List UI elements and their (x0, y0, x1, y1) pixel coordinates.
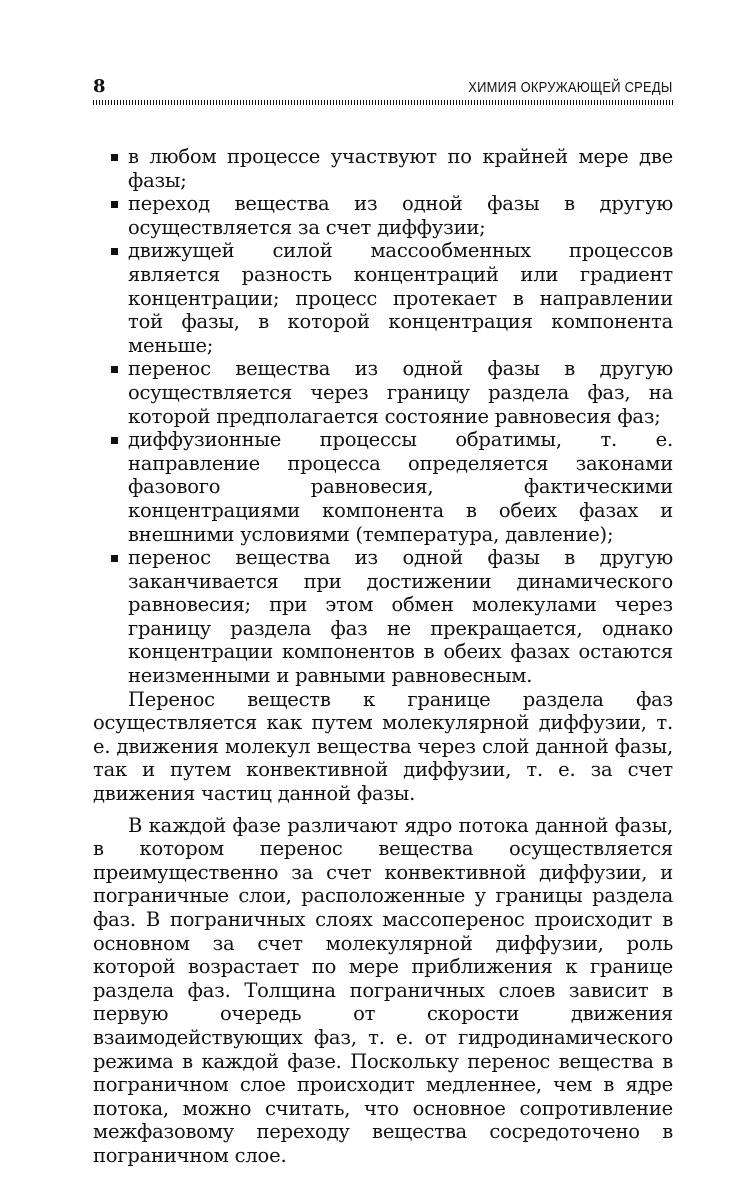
list-item-text: перенос вещества из одной фазы в другую осуществляется через границу раздела фаз, на которой предполагается состояние равновесия фаз; (128, 357, 673, 428)
square-bullet-icon (111, 555, 118, 562)
body-text (93, 145, 673, 1168)
square-bullet-icon (111, 201, 118, 208)
list-item-text: в любом процессе участвуют по крайней мере две фазы; (128, 145, 673, 192)
list-item (93, 239, 673, 357)
list-item (93, 428, 673, 546)
square-bullet-icon (111, 437, 118, 444)
list-item (93, 192, 673, 239)
header-rule (93, 100, 673, 105)
book-title: ХИМИЯ ОКРУЖАЮЩЕЙ СРЕДЫ (468, 79, 673, 96)
paragraph: В каждой фазе различают ядро потока данной фазы, в котором перенос вещества осуществляется преимущественно за счет конвективной диффузии, и пограничные слои, расположенные у границы раздела фаз. В пограничных слоях массоперенос происходит в основном за счет молекулярной диффузии, роль которой возрастает по мере приближения к границе раздела фаз. Толщина пограничных слоев зависит в первую очередь от скорости движения взаимодействующих фаз, т. е. от гидродинамического режима в каждой фазе. Поскольку перенос вещества в пограничном слое происходит медленнее, чем в ядре потока, можно считать, что основное сопротивление межфазовому переходу вещества сосредоточено в пограничном слое. (93, 813, 673, 1167)
square-bullet-icon (111, 154, 118, 161)
paragraph: Перенос веществ к границе раздела фаз осуществляется как путем молекулярной диффузии, т. е. движения молекул вещества через слой данной фазы, так и путем конвективной диффузии, т. е. за счет движения частиц данной фазы. (93, 687, 673, 806)
square-bullet-icon (111, 366, 118, 373)
book-page (93, 76, 673, 1168)
page-number: 8 (93, 76, 106, 97)
square-bullet-icon (111, 248, 118, 255)
list-item-text: переход вещества из одной фазы в другую осуществляется за счет диффузии; (128, 192, 673, 239)
list-item (93, 145, 673, 192)
list-item (93, 546, 673, 688)
list-item-text: движущей силой массообменных процессов является разность концентраций или градиент концентрации; процесс протекает в направлении той фазы, в которой концентрация компонента меньше; (128, 239, 673, 357)
list-item (93, 357, 673, 428)
list-item-text: диффузионные процессы обратимы, т. е. направление процесса определяется законами фазового равновесия, фактическими концентрациями компонента в обеих фазах и внешними условиями (температура, давление); (128, 428, 673, 546)
bullet-list (93, 145, 673, 688)
running-head (93, 76, 673, 98)
list-item-text: перенос вещества из одной фазы в другую заканчивается при достижении динамического равновесия; при этом обмен молекулами через границу раздела фаз не прекращается, однако концентрации компонентов в обеих фазах остаются неизменными и равными равновесным. (128, 546, 673, 688)
